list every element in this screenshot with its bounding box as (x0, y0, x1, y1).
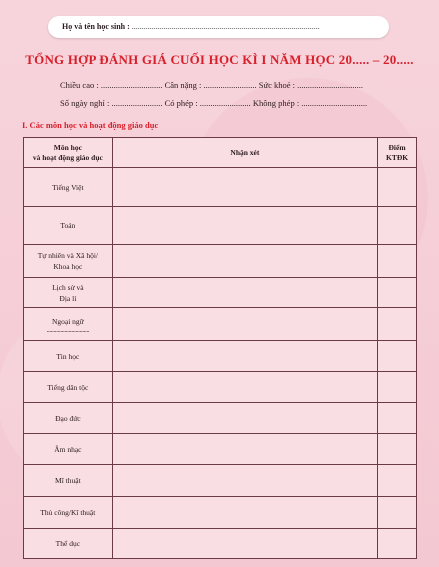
table-row (24, 372, 417, 403)
subject-cell (24, 403, 113, 434)
score-cell[interactable] (378, 465, 417, 497)
subject-name: Lịch sử và (52, 282, 84, 292)
page-title: TỔNG HỢP ĐÁNH GIÁ CUỐI HỌC KÌ I NĂM HỌC 20..... – 20..... (25, 52, 414, 67)
score-cell[interactable] (378, 497, 417, 529)
subject-cell (24, 207, 113, 245)
score-cell[interactable] (378, 529, 417, 559)
subject-name: Tin học (56, 351, 80, 361)
table-row (24, 245, 417, 278)
comment-cell[interactable] (112, 372, 377, 403)
subject-name: Toán (60, 221, 76, 230)
subject-cell (24, 341, 113, 372)
table-row (24, 434, 417, 465)
comment-cell[interactable] (112, 168, 377, 207)
score-column-header (378, 138, 417, 168)
evaluation-table (23, 137, 417, 559)
comment-cell[interactable] (112, 403, 377, 434)
student-name-label: Họ và tên học sinh : (62, 22, 130, 31)
subject-blank-line: ............................... (46, 324, 90, 334)
score-cell[interactable] (378, 403, 417, 434)
subject-name: Thủ công/Kĩ thuật (40, 508, 96, 517)
table-row (24, 278, 417, 308)
comment-cell[interactable] (112, 434, 377, 465)
subject-cell (24, 245, 113, 278)
subject-name: Mĩ thuật (55, 476, 81, 485)
subject-cell (24, 168, 113, 207)
subject-column-header (24, 138, 113, 168)
score-cell[interactable] (378, 434, 417, 465)
subject-name-line2: Địa lí (59, 293, 77, 303)
health-info-line: Chiều cao : ............................. Cân nặng : ......................... Sức khoẻ : ............................... (60, 80, 364, 90)
student-name-field[interactable] (48, 16, 389, 38)
score-header-line1: Điểm (388, 142, 406, 152)
student-name-dots: .............................................................................................. (131, 22, 320, 31)
score-cell[interactable] (378, 308, 417, 341)
table-row (24, 168, 417, 207)
subject-name: Tiếng dân tộc (47, 382, 89, 392)
comment-column-header: Nhận xét (112, 138, 377, 168)
subject-name: Tiếng Việt (52, 182, 84, 192)
subject-cell (24, 372, 113, 403)
subject-name: Thể dục (55, 539, 81, 548)
table-header-row (24, 138, 417, 168)
table-row (24, 529, 417, 559)
subject-header-line2: và hoạt động giáo dục (32, 152, 103, 162)
comment-cell[interactable] (112, 207, 377, 245)
subject-cell (24, 308, 113, 341)
subject-cell (24, 465, 113, 497)
score-cell[interactable] (378, 341, 417, 372)
score-cell[interactable] (378, 245, 417, 278)
subject-cell (24, 278, 113, 308)
score-cell[interactable] (378, 372, 417, 403)
table-row (24, 341, 417, 372)
subject-name: Âm nhạc (54, 444, 82, 454)
comment-cell[interactable] (112, 497, 377, 529)
comment-cell[interactable] (112, 465, 377, 497)
score-cell[interactable] (378, 168, 417, 207)
comment-cell[interactable] (112, 245, 377, 278)
table-row (24, 308, 417, 341)
subject-name: Ngoại ngữ (51, 316, 84, 326)
subject-cell (24, 529, 113, 559)
table-row (24, 403, 417, 434)
table-row (24, 465, 417, 497)
score-cell[interactable] (378, 207, 417, 245)
subject-name-line2: Khoa học (53, 262, 83, 271)
subject-name: Đạo đức (55, 413, 81, 423)
section-title: I. Các môn học và hoạt động giáo dục (22, 120, 159, 130)
score-cell[interactable] (378, 278, 417, 308)
comment-cell[interactable] (112, 341, 377, 372)
comment-cell[interactable] (112, 278, 377, 308)
table-row (24, 497, 417, 529)
comment-cell[interactable] (112, 529, 377, 559)
subject-cell (24, 497, 113, 529)
comment-cell[interactable] (112, 308, 377, 341)
subject-name: Tự nhiên và Xã hội/ (37, 251, 98, 260)
table-row (24, 207, 417, 245)
score-header-line2: KTĐK (386, 152, 409, 162)
subject-cell (24, 434, 113, 465)
subject-header-line1: Môn học (53, 142, 82, 152)
absence-info-line: Số ngày nghỉ : ........................ Có phép : ........................ Không phép : ............................... (60, 98, 368, 108)
